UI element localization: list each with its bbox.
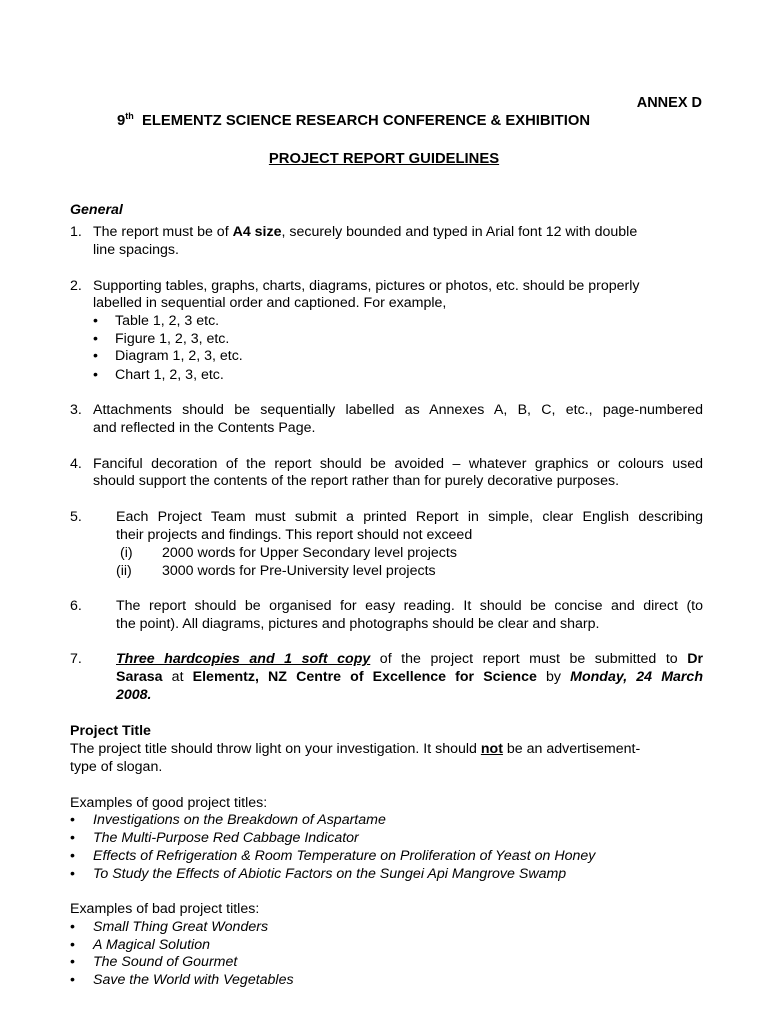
item-1-line-2: line spacings. [93,242,179,258]
item-7-dr: Dr [687,651,703,667]
project-title-heading: Project Title [70,723,151,739]
item-6-number: 6. [70,598,82,614]
bullet-marker: • [70,937,75,953]
bullet-marker: • [70,919,75,935]
item-5-number: 5. [70,509,82,525]
item-2-number: 2. [70,278,82,294]
good-title-item: To Study the Effects of Abiotic Factors on the Sungei Api Mangrove Swamp [93,866,567,882]
item-7-year: 2008. [116,687,152,703]
page-title: PROJECT REPORT GUIDELINES [268,151,500,167]
bad-title-item: A Magical Solution [93,937,210,953]
bullet-marker: • [93,367,98,383]
item-2-line-2: labelled in sequential order and captioned. For example, [93,295,447,311]
item-7-copies-emphasis: Three hardcopies and 1 soft copy [116,651,371,667]
item-2-line-1: Supporting tables, graphs, charts, diagrams, pictures or photos, etc. should be properly [93,278,640,294]
example-label-figure: Figure 1, 2, 3, etc. [115,331,230,347]
conference-name: ELEMENTZ SCIENCE RESEARCH CONFERENCE & EXHIBITION [141,113,591,129]
bullet-marker: • [93,313,98,329]
bad-title-item: Save the World with Vegetables [93,972,294,988]
annex-label: ANNEX D [636,95,702,111]
item-4-line-2: should support the contents of the report rather than for purely decorative purposes. [93,473,620,489]
item-7-date: Monday, 24 March [570,669,703,685]
bullet-marker: • [70,972,75,988]
item-1-number: 1. [70,224,82,240]
example-label-chart: Chart 1, 2, 3, etc. [115,367,224,383]
item-7-line-2 [116,668,703,686]
conference-number-suffix: th [125,111,134,121]
conference-title [117,112,590,130]
item-1-bold-a4: A4 size [232,224,282,240]
item-6-line-1: The report should be organised for easy reading. It should be concise and direct (to [116,598,703,614]
item-4-number: 4. [70,456,82,472]
bullet-marker: • [70,830,75,846]
general-heading: General [70,202,123,218]
item-3-line-2: and reflected in the Contents Page. [93,420,316,436]
bullet-marker: • [93,331,98,347]
example-label-table: Table 1, 2, 3 etc. [115,313,220,329]
conference-number: 9 [117,113,126,129]
bad-title-item: Small Thing Great Wonders [93,919,269,935]
good-title-item: Effects of Refrigeration & Room Temperature on Proliferation of Yeast on Honey [93,848,596,864]
project-title-not: not [480,741,503,757]
bullet-marker: • [70,848,75,864]
good-titles-heading: Examples of good project titles: [70,795,268,811]
example-label-diagram: Diagram 1, 2, 3, etc. [115,348,243,364]
item-4-line-1: Fanciful decoration of the report should be avoided – whatever graphics or colours used [93,456,703,472]
item-3-line-1: Attachments should be sequentially labelled as Annexes A, B, C, etc., page-numbered [93,402,703,418]
item-5-line-1: Each Project Team must submit a printed Report in simple, clear English describing [116,509,703,525]
sub-item-upper-secondary: 2000 words for Upper Secondary level projects [162,545,457,561]
item-7-centre-name: Elementz, NZ Centre of Excellence for Science [192,669,537,685]
bullet-marker: • [70,866,75,882]
bad-titles-heading: Examples of bad project titles: [70,901,260,917]
item-7-text-1: of the project report must be submitted to [370,651,688,667]
sub-item-number: (i) [120,545,133,561]
project-title-paragraph-line-2: type of slogan. [70,759,163,775]
bullet-marker: • [70,954,75,970]
sub-item-number: (ii) [116,563,132,579]
item-7-line-1 [116,650,703,668]
item-6-line-2: the point). All diagrams, pictures and photographs should be clear and sharp. [116,616,600,632]
sub-item-pre-university: 3000 words for Pre-University level projects [162,563,436,579]
item-7-text-2: at [162,669,193,685]
project-title-text-pre: The project title should throw light on your investigation. It should [70,741,481,757]
item-1-line-1 [93,223,637,241]
good-title-item: The Multi-Purpose Red Cabbage Indicator [93,830,359,846]
project-title-paragraph-line-1 [70,740,640,758]
good-title-item: Investigations on the Breakdown of Aspartame [93,812,386,828]
bullet-marker: • [93,348,98,364]
item-1-text-pre: The report must be of [93,224,233,240]
item-7-sarasa: Sarasa [116,669,163,685]
item-5-line-2: their projects and findings. This report should not exceed [116,527,473,543]
item-7-text-3: by [536,669,571,685]
item-7-number: 7. [70,651,82,667]
bad-title-item: The Sound of Gourmet [93,954,238,970]
item-1-text-post: , securely bounded and typed in Arial font 12 with double [281,224,638,240]
bullet-marker: • [70,812,75,828]
item-3-number: 3. [70,402,82,418]
project-title-text-post: be an advertisement- [502,741,641,757]
